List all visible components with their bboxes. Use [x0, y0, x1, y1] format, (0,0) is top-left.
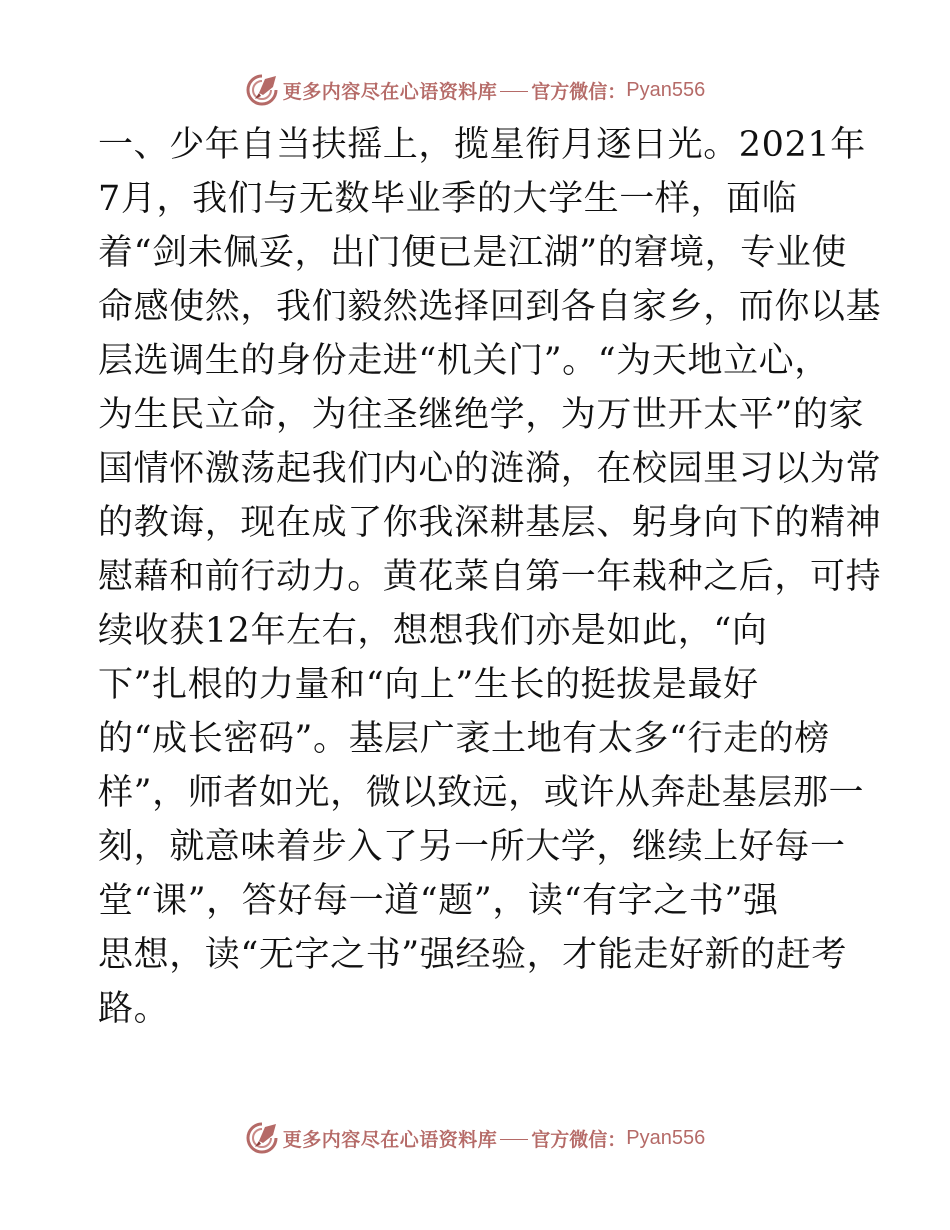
- banner-wechat-id: Pyan556: [626, 78, 706, 101]
- paragraph-line: 的“成长密码”。基层广袤土地有太多“行走的榜: [98, 719, 830, 759]
- paragraph-line: 堂“课”，答好每一道“题”，读“有字之书”强: [98, 881, 779, 921]
- banner-divider: [500, 1139, 528, 1140]
- pen-circle-logo-icon: [245, 1121, 279, 1155]
- paragraph-line: 的教诲，现在成了你我深耕基层、躬身向下的精神: [98, 503, 882, 543]
- paragraph-line: 样”，师者如光，微以致远，或许从奔赴基层那一: [98, 773, 865, 813]
- banner-brand-text: 更多内容尽在心语资料库: [282, 1128, 498, 1151]
- banner-wechat-label: 官方微信：: [531, 1128, 627, 1151]
- document-body: [98, 118, 882, 1036]
- paragraph-line: 续收获12年左右，想想我们亦是如此，“向: [98, 611, 768, 651]
- paragraph-line: 为生民立命，为往圣继绝学，为万世开太平”的家: [98, 395, 865, 435]
- banner-divider: [500, 91, 528, 92]
- paragraph-line: 慰藉和前行动力。黄花菜自第一年栽种之后，可持: [98, 557, 882, 597]
- paragraph-line: 7月，我们与无数毕业季的大学生一样，面临: [98, 179, 798, 219]
- banner-wechat-label: 官方微信：: [531, 80, 627, 103]
- paragraph-line: 一、少年自当扶摇上，揽星衔月逐日光。2021年: [98, 125, 866, 165]
- banner-wechat-id: Pyan556: [626, 1126, 706, 1149]
- paragraph-line: 路。: [98, 989, 170, 1029]
- paragraph-line: 思想，读“无字之书”强经验，才能走好新的赶考: [98, 935, 847, 975]
- paragraph-line: 下”扎根的力量和“向上”生长的挺拔是最好: [98, 665, 759, 705]
- paragraph-line: 层选调生的身份走进“机关门”。“为天地立心，: [98, 341, 830, 381]
- footer-banner: [0, 1118, 950, 1158]
- paragraph-line: 命感使然，我们毅然选择回到各自家乡，而你以基: [98, 287, 882, 327]
- paragraph-line: 国情怀激荡起我们内心的涟漪，在校园里习以为常: [98, 449, 882, 489]
- pen-circle-logo-icon: [245, 73, 279, 107]
- paragraph-line: 刻，就意味着步入了另一所大学，继续上好每一: [98, 827, 846, 867]
- banner-brand-text: 更多内容尽在心语资料库: [282, 80, 498, 103]
- header-banner: [0, 70, 950, 110]
- paragraph-line: 着“剑未佩妥，出门便已是江湖”的窘境，专业使: [98, 233, 847, 273]
